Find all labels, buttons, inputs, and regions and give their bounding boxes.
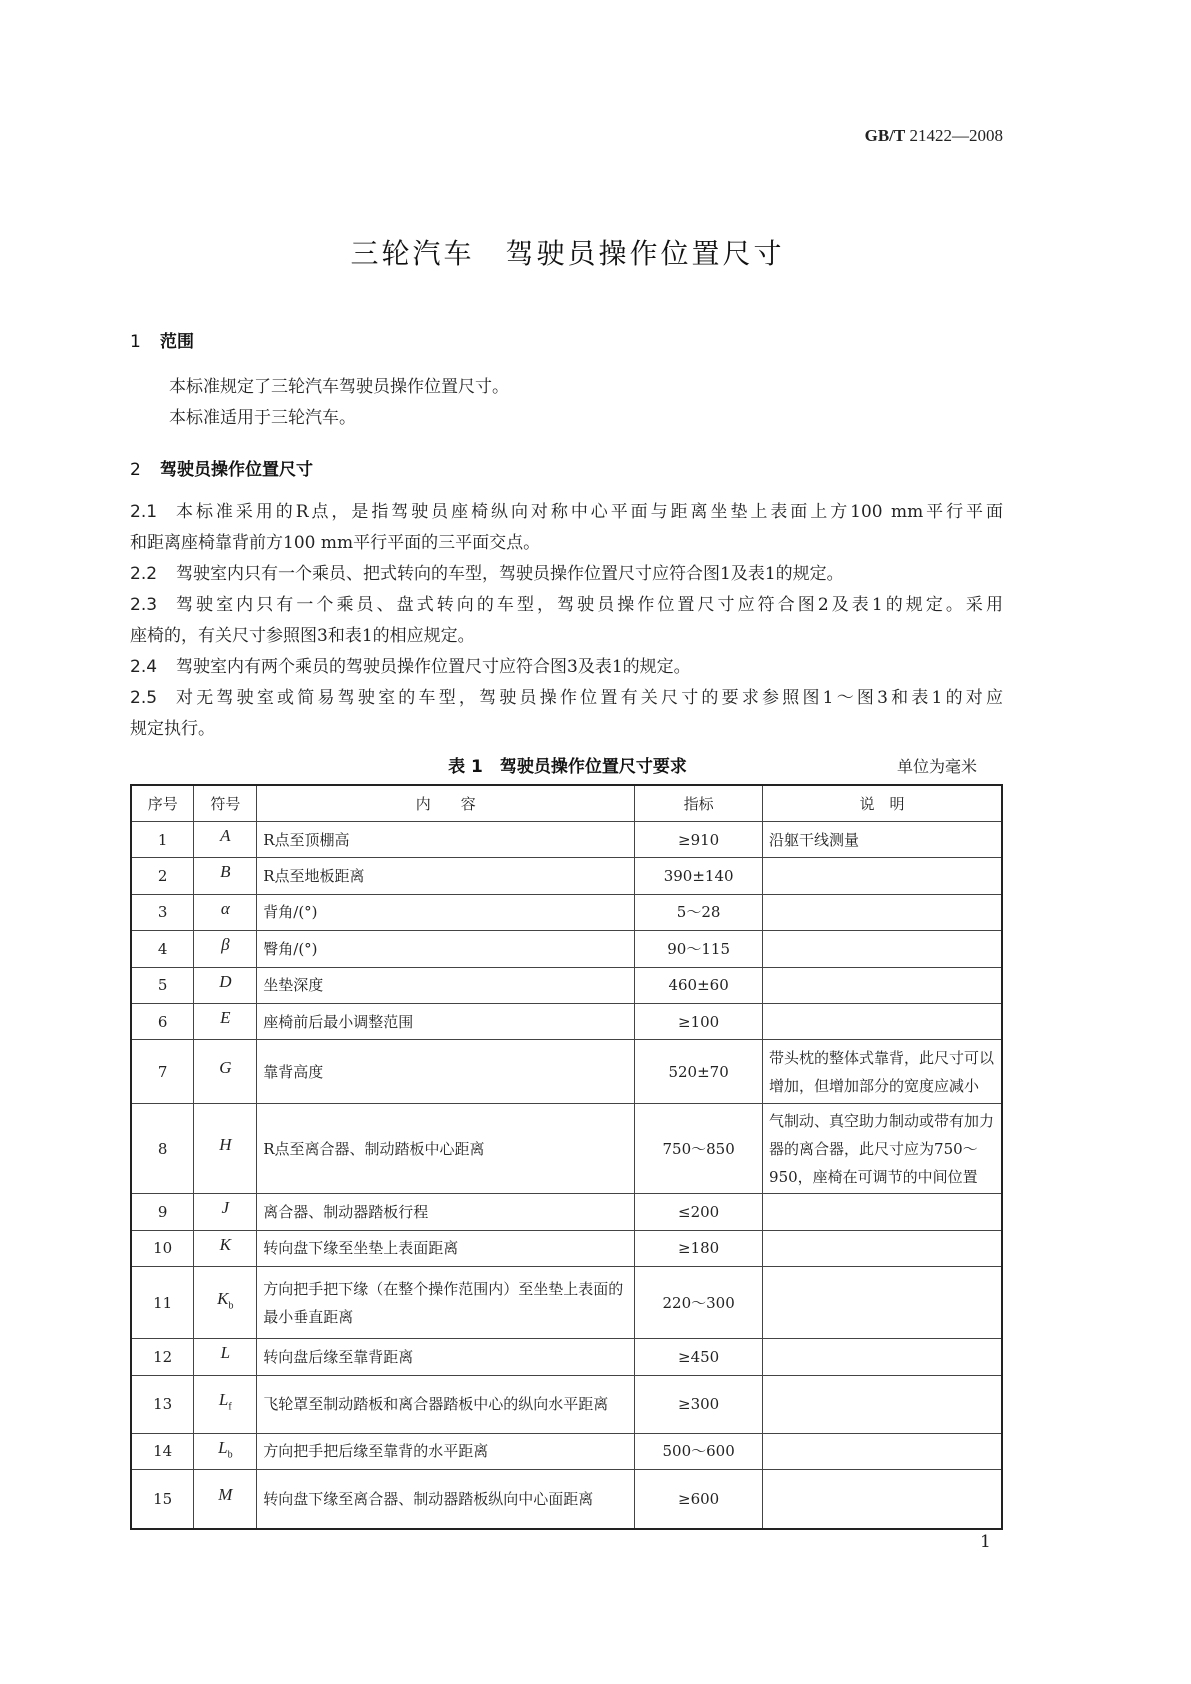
- row-no: 14: [131, 1433, 194, 1469]
- section-1-heading: 1 范围: [130, 332, 194, 352]
- row-symbol: $L_f$: [194, 1375, 257, 1433]
- row-content: 座椅前后最小调整范围: [257, 1003, 635, 1039]
- row-no: 9: [131, 1194, 194, 1230]
- table-row: [131, 1469, 1002, 1529]
- row-value: 500～600: [635, 1433, 763, 1469]
- clause-label: 2.4: [130, 657, 158, 677]
- header-content: 内 容: [257, 785, 635, 822]
- row-content: 离合器、制动器踏板行程: [257, 1194, 635, 1230]
- row-value: 520±70: [635, 1040, 763, 1104]
- table-row: [131, 967, 1002, 1003]
- table-row: [131, 1194, 1002, 1230]
- clause-label: 2.5: [130, 688, 158, 708]
- row-content: 飞轮罩至制动踏板和离合器踏板中心的纵向水平距离: [257, 1375, 635, 1433]
- table-row: [131, 1040, 1002, 1104]
- row-symbol: H: [194, 1104, 257, 1194]
- table-header-row: [131, 785, 1002, 822]
- table-row: [131, 1230, 1002, 1266]
- clause-line: [130, 714, 215, 745]
- row-symbol: A: [194, 822, 257, 858]
- clause-line: [130, 497, 1003, 528]
- table-row: [131, 1104, 1002, 1194]
- row-value: ≥100: [635, 1003, 763, 1039]
- table-unit: 单位为毫米: [897, 757, 978, 776]
- row-symbol: α: [194, 894, 257, 930]
- table-row: [131, 822, 1002, 858]
- row-value: 390±140: [635, 858, 763, 894]
- table-row: [131, 1433, 1002, 1469]
- header-note: 说 明: [763, 785, 1002, 822]
- clause-text: 驾驶室内只有一个乘员、盘式转向的车型，驾驶员操作位置尺寸应符合图2及表1的规定。采用: [176, 595, 1003, 615]
- page-title: 三轮汽车 驾驶员操作位置尺寸: [350, 237, 785, 270]
- row-value: ≥600: [635, 1469, 763, 1529]
- row-no: 12: [131, 1339, 194, 1375]
- row-content: 方向把手把后缘至靠背的水平距离: [257, 1433, 635, 1469]
- row-content: R点至离合器、制动踏板中心距离: [257, 1104, 635, 1194]
- row-no: 4: [131, 931, 194, 967]
- header-no: 序号: [131, 785, 194, 822]
- row-note: [763, 1375, 1002, 1433]
- row-content: 靠背高度: [257, 1040, 635, 1104]
- clause-label: 2.3: [130, 595, 158, 615]
- clause-line: [130, 528, 540, 559]
- clause-line: [130, 652, 691, 683]
- section-2-heading: 2 驾驶员操作位置尺寸: [130, 460, 313, 480]
- row-no: 1: [131, 822, 194, 858]
- clause-text: 本标准采用的R点，是指驾驶员座椅纵向对称中心平面与距离坐垫上表面上方100 mm平行平面: [176, 502, 1003, 522]
- row-no: 13: [131, 1375, 194, 1433]
- table-row: [131, 1003, 1002, 1039]
- row-note: 沿躯干线测量: [763, 822, 1002, 858]
- row-no: 7: [131, 1040, 194, 1104]
- section-1-para: 本标准适用于三轮汽车。: [169, 408, 356, 428]
- row-symbol: M: [194, 1469, 257, 1529]
- row-symbol: D: [194, 967, 257, 1003]
- row-note: [763, 1469, 1002, 1529]
- table-row: [131, 931, 1002, 967]
- row-value: 5～28: [635, 894, 763, 930]
- clause-label: 2.2: [130, 564, 158, 584]
- row-no: 10: [131, 1230, 194, 1266]
- row-no: 15: [131, 1469, 194, 1529]
- row-symbol: L: [194, 1339, 257, 1375]
- row-note: [763, 1003, 1002, 1039]
- row-value: 460±60: [635, 967, 763, 1003]
- row-content: 转向盘下缘至离合器、制动器踏板纵向中心面距离: [257, 1469, 635, 1529]
- clause-text: 规定执行。: [130, 719, 215, 739]
- row-content: R点至地板距离: [257, 858, 635, 894]
- row-value: ≥910: [635, 822, 763, 858]
- clause-line: [130, 559, 844, 590]
- row-value: ≥300: [635, 1375, 763, 1433]
- row-note: [763, 1194, 1002, 1230]
- row-content: 臀角/(°): [257, 931, 635, 967]
- clause-text: 和距离座椅靠背前方100 mm平行平面的三平面交点。: [130, 533, 541, 553]
- row-note: [763, 1230, 1002, 1266]
- row-content: 方向把手把下缘（在整个操作范围内）至坐垫上表面的最小垂直距离: [257, 1267, 635, 1339]
- row-value: 220～300: [635, 1267, 763, 1339]
- row-content: 背角/(°): [257, 894, 635, 930]
- row-content: 转向盘下缘至坐垫上表面距离: [257, 1230, 635, 1266]
- row-note: 带头枕的整体式靠背，此尺寸可以增加，但增加部分的宽度应减小: [763, 1040, 1002, 1104]
- row-value: ≥180: [635, 1230, 763, 1266]
- clause-line: [130, 621, 475, 652]
- row-value: 750～850: [635, 1104, 763, 1194]
- clause-line: [130, 683, 1003, 714]
- standard-number: GB/T 21422—2008: [864, 126, 1003, 145]
- row-value: ≥450: [635, 1339, 763, 1375]
- clause-text: 驾驶室内有两个乘员的驾驶员操作位置尺寸应符合图3及表1的规定。: [176, 657, 691, 677]
- row-symbol: $K_b$: [194, 1267, 257, 1339]
- row-note: 气制动、真空助力制动或带有加力器的离合器，此尺寸应为750～950，座椅在可调节的中间位置: [763, 1104, 1002, 1194]
- page-number: 1: [980, 1532, 991, 1552]
- clause-line: [130, 590, 1003, 621]
- row-symbol: G: [194, 1040, 257, 1104]
- clause-label: 2.1: [130, 502, 158, 522]
- row-content: R点至顶棚高: [257, 822, 635, 858]
- table-row: [131, 1375, 1002, 1433]
- row-no: 8: [131, 1104, 194, 1194]
- row-symbol: β: [194, 931, 257, 967]
- table-caption: 表 1 驾驶员操作位置尺寸要求: [448, 757, 687, 777]
- table-row: [131, 858, 1002, 894]
- clause-text: 对无驾驶室或简易驾驶室的车型，驾驶员操作位置有关尺寸的要求参照图1～图3和表1的对应: [176, 688, 1003, 708]
- row-note: [763, 1267, 1002, 1339]
- row-note: [763, 1433, 1002, 1469]
- header-symbol: 符号: [194, 785, 257, 822]
- row-no: 11: [131, 1267, 194, 1339]
- row-note: [763, 858, 1002, 894]
- row-no: 2: [131, 858, 194, 894]
- table-row: [131, 1339, 1002, 1375]
- row-symbol: J: [194, 1194, 257, 1230]
- requirements-table: [130, 784, 1003, 1530]
- row-note: [763, 967, 1002, 1003]
- row-no: 5: [131, 967, 194, 1003]
- row-value: ≤200: [635, 1194, 763, 1230]
- row-symbol: K: [194, 1230, 257, 1266]
- row-symbol: E: [194, 1003, 257, 1039]
- row-symbol: $L_b$: [194, 1433, 257, 1469]
- row-note: [763, 894, 1002, 930]
- row-no: 3: [131, 894, 194, 930]
- row-value: 90～115: [635, 931, 763, 967]
- clause-text: 驾驶室内只有一个乘员、把式转向的车型，驾驶员操作位置尺寸应符合图1及表1的规定。: [176, 564, 844, 584]
- header-value: 指标: [635, 785, 763, 822]
- clause-text: 座椅的，有关尺寸参照图3和表1的相应规定。: [130, 626, 475, 646]
- table-row: [131, 894, 1002, 930]
- row-content: 坐垫深度: [257, 967, 635, 1003]
- section-1-para: 本标准规定了三轮汽车驾驶员操作位置尺寸。: [169, 377, 509, 397]
- row-content: 转向盘后缘至靠背距离: [257, 1339, 635, 1375]
- row-note: [763, 931, 1002, 967]
- table-row: [131, 1267, 1002, 1339]
- row-no: 6: [131, 1003, 194, 1039]
- row-note: [763, 1339, 1002, 1375]
- row-symbol: B: [194, 858, 257, 894]
